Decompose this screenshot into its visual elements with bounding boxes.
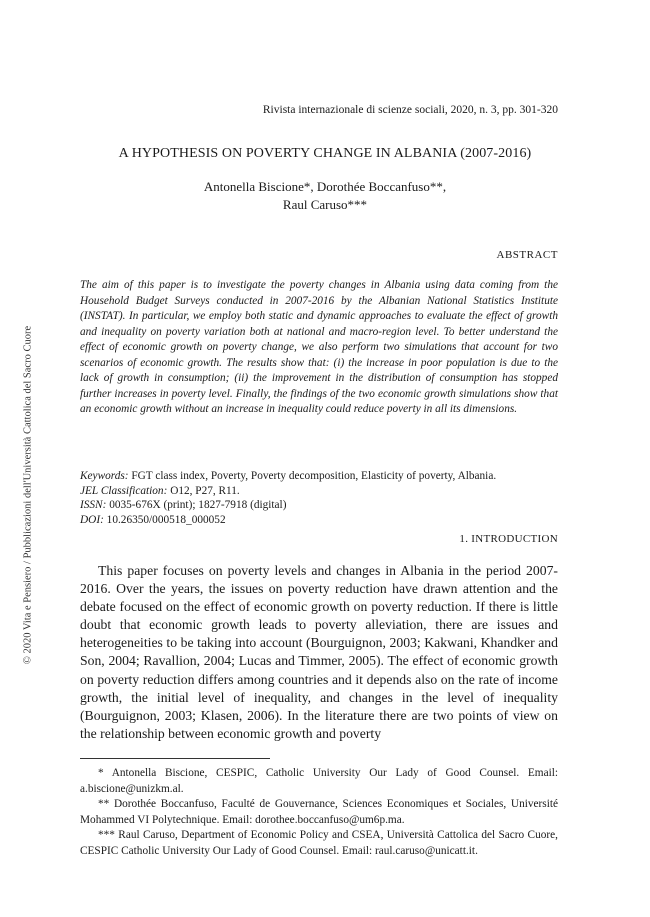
paper-title: A HYPOTHESIS ON POVERTY CHANGE IN ALBANIA (2007-2016) xyxy=(118,146,532,161)
doi-label: DOI: xyxy=(80,513,104,526)
copyright-text: © 2020 Vita e Pensiero / Pubblicazioni dell'Università Cattolica del Sacro Cuore xyxy=(22,325,34,665)
jel-label: JEL Classification: xyxy=(80,484,168,497)
journal-reference: Rivista internazionale di scienze sociali, 2020, n. 3, pp. 301-320 xyxy=(262,104,558,116)
footnotes xyxy=(80,766,558,859)
keywords-label: Keywords: xyxy=(80,470,129,482)
jel-value: O12, P27, R11. xyxy=(170,484,240,497)
keywords-row xyxy=(80,469,558,484)
footnote-divider xyxy=(80,758,270,759)
doi-row xyxy=(80,513,558,528)
introduction-paragraph: This paper focuses on poverty levels and changes in Albania in the period 2007-2016. Over the years, the issues on poverty reduction have drawn attention and the debate focused on the effect of economic growth on poverty reduction. If there is little doubt that economic growth leads to poverty alleviation, there are issues and heterogeneities to be taking into account (Bourguignon, 2003; Kakwani, Khandker and Son, 2004; Ravallion, 2004; Lucas and Timmer, 2005). The effect of economic growth on poverty reduction differs among countries and it depends also on the rate of income growth, the initial level of inequality, and changes in the level of inequality (Bourguignon, 2003; Klasen, 2006). In the literature there are two points of view on the relationship between economic growth and poverty xyxy=(80,563,558,741)
paper-metadata xyxy=(80,469,558,527)
abstract-heading: ABSTRACT xyxy=(496,249,558,261)
issn-row xyxy=(80,498,558,513)
authors-line-1: Antonella Biscione*, Dorothée Boccanfuso**, xyxy=(203,179,447,194)
issn-label: ISSN: xyxy=(80,499,107,511)
issn-value: 0035-676X (print); 1827-7918 (digital) xyxy=(109,499,287,511)
footnote-1: * Antonella Biscione, CESPIC, Catholic University Our Lady of Good Counsel. Email: a.biscione@unizkm.al. xyxy=(80,767,558,795)
author-list xyxy=(80,178,570,214)
keywords-value: FGT class index, Poverty, Poverty decomposition, Elasticity of poverty, Albania. xyxy=(131,470,497,482)
authors-line-2: Raul Caruso*** xyxy=(282,197,368,212)
section-heading-introduction: 1. INTRODUCTION xyxy=(459,533,558,545)
abstract-text: The aim of this paper is to investigate the poverty changes in Albania using data coming from the Household Budget Surveys conducted in 2007-2016 by the Albanian National Statistics Institute (INSTAT). In particular, we employ both static and dynamic approaches to evaluate the effect of growth and inequality on poverty variation both at national and macro-region level. To better understand the effect of economic growth on poverty change, we also perform two simulations that account for two scenarios of economic growth. The results show that: (i) the increase in poor population is due to the lack of growth in consumption; (ii) the improvement in the distribution of consumption has stopped further increases in poverty level. Finally, the findings of the two economic growth simulations show that an economic growth without an increase in inequality could reduce poverty in all its dimensions. xyxy=(80,279,558,415)
footnote-3: *** Raul Caruso, Department of Economic Policy and CSEA, Università Cattolica del Sacro Cuore, CESPIC Catholic University Our Lady of Good Counsel. Email: raul.caruso@unicatt.it. xyxy=(80,829,558,857)
jel-row xyxy=(80,484,558,499)
doi-value: 10.26350/000518_000052 xyxy=(106,513,226,526)
footnote-2: ** Dorothée Boccanfuso, Faculté de Gouvernance, Sciences Economiques et Sociales, Université Mohammed VI Polytechnique. Email: dorothee.boccanfuso@um6p.ma. xyxy=(80,798,558,826)
